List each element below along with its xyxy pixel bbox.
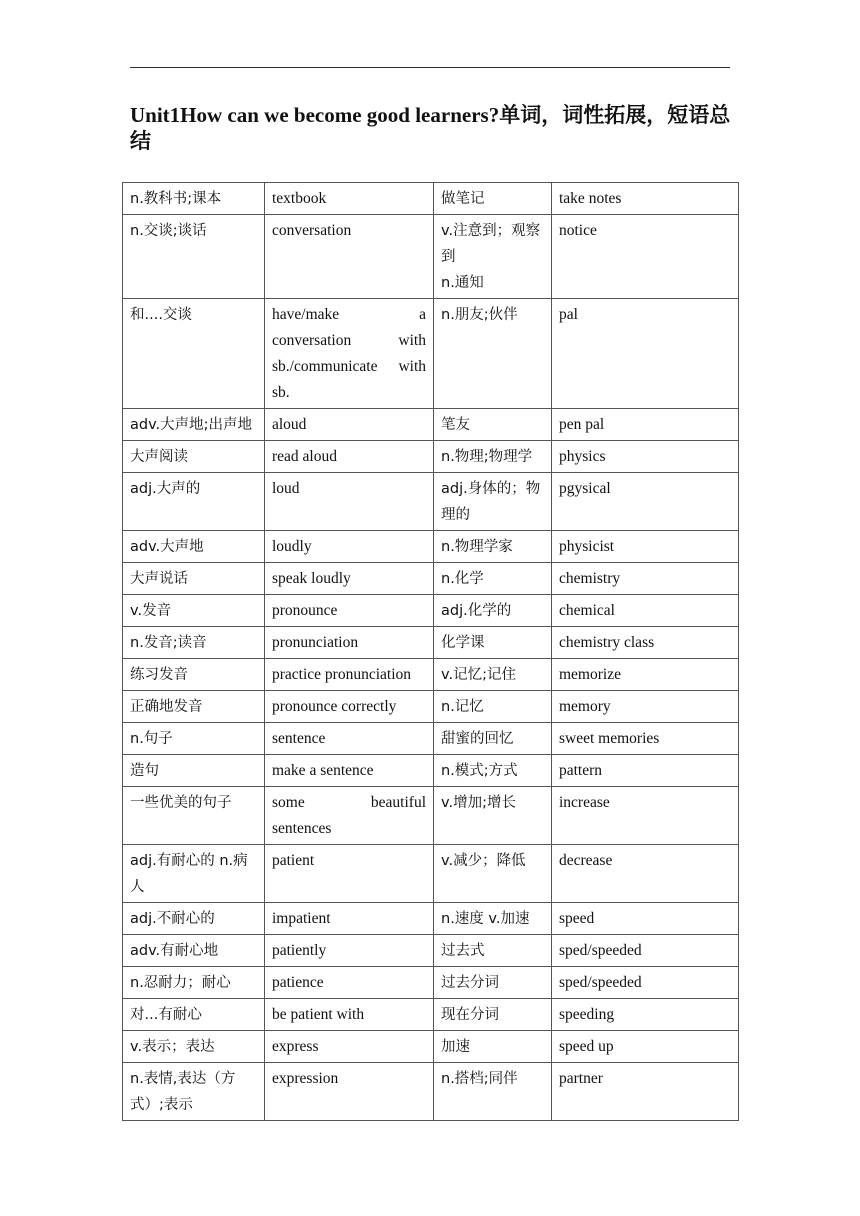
chinese-meaning-cell: 对...有耐心 <box>123 999 265 1031</box>
chinese-meaning-cell: 现在分词 <box>434 999 552 1031</box>
chinese-meaning-cell: 正确地发音 <box>123 691 265 723</box>
table-row <box>123 755 739 787</box>
english-word-cell: sweet memories <box>552 723 739 755</box>
chinese-meaning-cell: 一些优美的句子 <box>123 787 265 845</box>
meaning-line-verb: v.注意到；观察到 <box>441 223 541 265</box>
chinese-meaning-cell: n.发音;读音 <box>123 627 265 659</box>
english-word-cell: decrease <box>552 845 739 903</box>
table-row <box>123 935 739 967</box>
table-row <box>123 1063 739 1121</box>
english-word-cell: sentence <box>265 723 434 755</box>
english-word-cell: pen pal <box>552 409 739 441</box>
english-word-cell: loud <box>265 473 434 531</box>
meaning-line-noun: n.通知 <box>441 275 484 291</box>
english-word-cell: increase <box>552 787 739 845</box>
table-row <box>123 473 739 531</box>
table-row <box>123 845 739 903</box>
chinese-meaning-cell: 过去式 <box>434 935 552 967</box>
english-word-cell: sped/speeded <box>552 935 739 967</box>
english-word-cell: textbook <box>265 183 434 215</box>
chinese-meaning-cell: n.句子 <box>123 723 265 755</box>
table-row <box>123 563 739 595</box>
table-row <box>123 627 739 659</box>
table-row <box>123 183 739 215</box>
table-row <box>123 787 739 845</box>
table-row <box>123 441 739 473</box>
english-word-cell: pal <box>552 299 739 409</box>
chinese-meaning-cell: n.交谈;谈话 <box>123 215 265 299</box>
english-word-cell: some beautiful sentences <box>265 787 434 845</box>
english-word-cell: sped/speeded <box>552 967 739 999</box>
english-word-cell: pronounce <box>265 595 434 627</box>
table-row <box>123 967 739 999</box>
table-row <box>123 299 739 409</box>
english-word-cell: express <box>265 1031 434 1063</box>
english-word-cell: conversation <box>265 215 434 299</box>
chinese-meaning-cell: 化学课 <box>434 627 552 659</box>
table-row <box>123 659 739 691</box>
english-word-cell: make a sentence <box>265 755 434 787</box>
vocabulary-table <box>122 182 739 1121</box>
chinese-meaning-cell: 甜蜜的回忆 <box>434 723 552 755</box>
english-word-cell: patience <box>265 967 434 999</box>
chinese-meaning-cell: adj.不耐心的 <box>123 903 265 935</box>
chinese-meaning-cell: 练习发音 <box>123 659 265 691</box>
chinese-meaning-cell: 大声阅读 <box>123 441 265 473</box>
table-row <box>123 409 739 441</box>
chinese-meaning-cell: adj.大声的 <box>123 473 265 531</box>
chinese-meaning-cell: n.搭档;同伴 <box>434 1063 552 1121</box>
chinese-meaning-cell: n.模式;方式 <box>434 755 552 787</box>
english-word-cell: physicist <box>552 531 739 563</box>
table-row <box>123 691 739 723</box>
chinese-meaning-cell: n.化学 <box>434 563 552 595</box>
english-word-cell: pronounce correctly <box>265 691 434 723</box>
english-word-cell: physics <box>552 441 739 473</box>
chinese-meaning-cell: adv.有耐心地 <box>123 935 265 967</box>
english-word-cell: notice <box>552 215 739 299</box>
chinese-meaning-cell: n.忍耐力；耐心 <box>123 967 265 999</box>
english-word-cell: have/make a conversation with sb./communicate with sb. <box>265 299 434 409</box>
english-word-cell: be patient with <box>265 999 434 1031</box>
chinese-meaning-cell: 加速 <box>434 1031 552 1063</box>
english-word-cell: pgysical <box>552 473 739 531</box>
chinese-meaning-cell: n.表情,表达（方式）;表示 <box>123 1063 265 1121</box>
chinese-meaning-cell: 笔友 <box>434 409 552 441</box>
chinese-meaning-cell: 和....交谈 <box>123 299 265 409</box>
chinese-meaning-cell: n.物理;物理学 <box>434 441 552 473</box>
chinese-meaning-cell: v.发音 <box>123 595 265 627</box>
table-row <box>123 531 739 563</box>
english-word-cell: impatient <box>265 903 434 935</box>
page-title: Unit1How can we become good learners?单词，词性拓展，短语总结 <box>130 103 731 153</box>
table-row <box>123 723 739 755</box>
chinese-meaning-cell: n.朋友;伙伴 <box>434 299 552 409</box>
chinese-meaning-cell: n.记忆 <box>434 691 552 723</box>
table-row <box>123 215 739 299</box>
chinese-meaning-cell: adv.大声地 <box>123 531 265 563</box>
english-word-cell: pattern <box>552 755 739 787</box>
english-word-cell: read aloud <box>265 441 434 473</box>
english-word-cell: speeding <box>552 999 739 1031</box>
table-row <box>123 1031 739 1063</box>
chinese-meaning-cell: 大声说话 <box>123 563 265 595</box>
english-word-cell: chemistry class <box>552 627 739 659</box>
english-word-cell: patiently <box>265 935 434 967</box>
english-word-cell: loudly <box>265 531 434 563</box>
english-word-cell: memorize <box>552 659 739 691</box>
chinese-meaning-cell: 过去分词 <box>434 967 552 999</box>
chinese-meaning-cell: 造句 <box>123 755 265 787</box>
english-word-cell: chemical <box>552 595 739 627</box>
chinese-meaning-cell: n.教科书;课本 <box>123 183 265 215</box>
english-word-cell: speed <box>552 903 739 935</box>
english-word-cell: speak loudly <box>265 563 434 595</box>
chinese-meaning-cell: v.记忆;记住 <box>434 659 552 691</box>
english-word-cell: pronunciation <box>265 627 434 659</box>
chinese-meaning-cell: n.物理学家 <box>434 531 552 563</box>
table-row <box>123 999 739 1031</box>
chinese-meaning-cell: v.减少；降低 <box>434 845 552 903</box>
chinese-meaning-cell: adj.身体的；物理的 <box>434 473 552 531</box>
english-word-cell: expression <box>265 1063 434 1121</box>
english-word-cell: speed up <box>552 1031 739 1063</box>
header-rule <box>130 67 730 68</box>
table-row <box>123 595 739 627</box>
chinese-meaning-cell: v.表示；表达 <box>123 1031 265 1063</box>
chinese-meaning-cell: v.增加;增长 <box>434 787 552 845</box>
chinese-meaning-cell <box>434 215 552 299</box>
english-word-cell: practice pronunciation <box>265 659 434 691</box>
chinese-meaning-cell: n.速度 v.加速 <box>434 903 552 935</box>
english-word-cell: take notes <box>552 183 739 215</box>
chinese-meaning-cell: adj.有耐心的 n.病人 <box>123 845 265 903</box>
chinese-meaning-cell: adv.大声地;出声地 <box>123 409 265 441</box>
english-word-cell: aloud <box>265 409 434 441</box>
english-word-cell: partner <box>552 1063 739 1121</box>
chinese-meaning-cell: adj.化学的 <box>434 595 552 627</box>
chinese-meaning-cell: 做笔记 <box>434 183 552 215</box>
english-word-cell: patient <box>265 845 434 903</box>
table-row <box>123 903 739 935</box>
english-word-cell: chemistry <box>552 563 739 595</box>
english-word-cell: memory <box>552 691 739 723</box>
